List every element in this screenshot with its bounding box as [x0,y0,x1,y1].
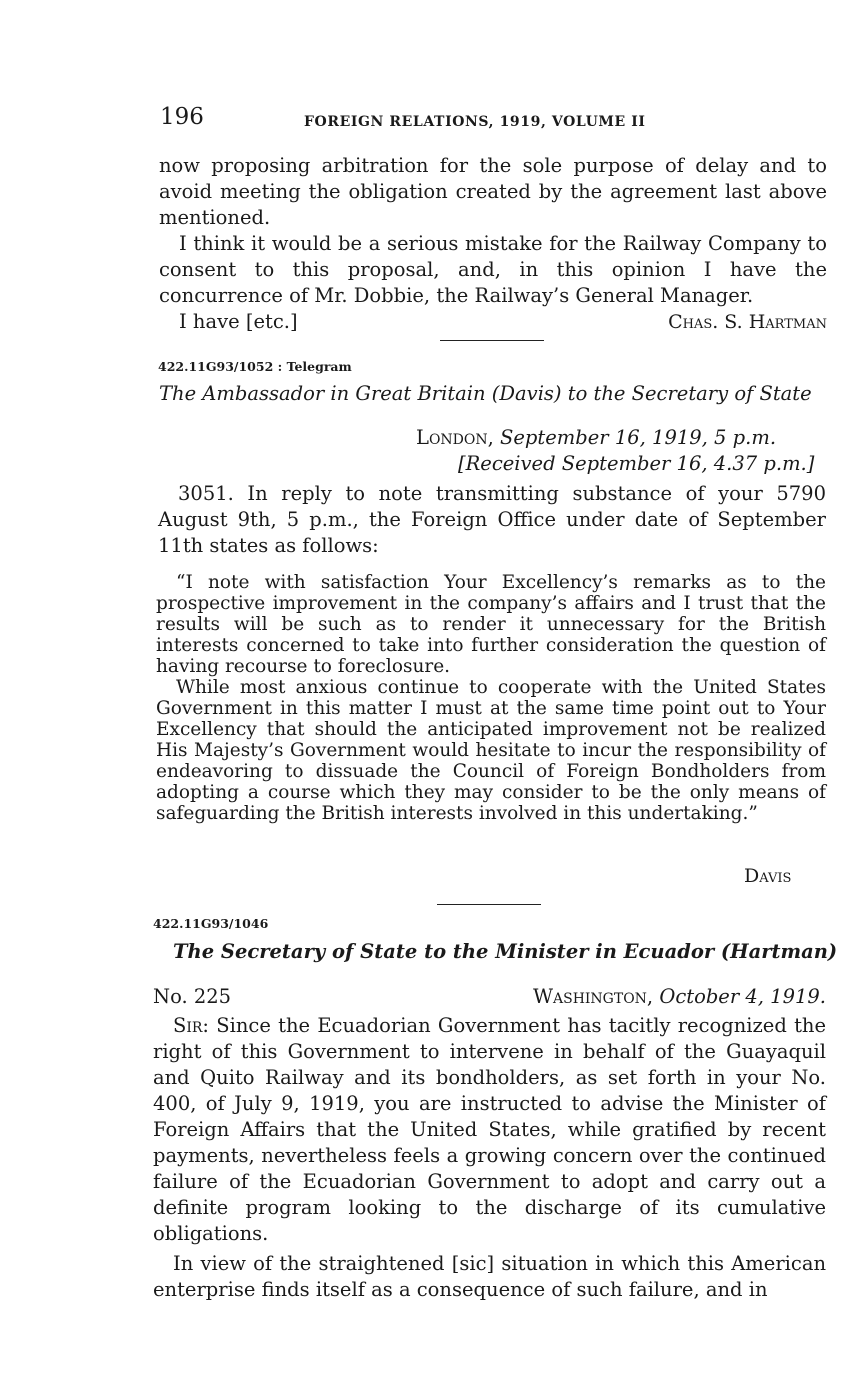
telegram-body [158,481,826,559]
closing-line [159,309,827,335]
document-title: The Secretary of State to the Minister in Ecuador (Hartman) [173,940,838,963]
dateline [416,424,776,452]
running-head: FOREIGN RELATIONS, 1919, VOLUME II [304,114,646,130]
paragraph: 3051. In reply to note transmitting substance of your 5790 August 9th, 5 p.m., the Foreign Office under date of September 11th states as follows: [158,482,826,557]
dateline-date: September 16, 1919, 5 p.m. [500,426,777,449]
number-dateline [153,985,826,1008]
quoted-text [156,572,826,824]
page-header [160,104,826,138]
received-line: [Received September 16, 4.37 p.m.] [458,452,815,475]
paragraph: I think it would be a serious mistake for the Railway Company to consent to this proposal, and, in this opinion I have the concurrence of Mr. Dobbie, the Railway’s General Manager. [159,232,827,307]
dateline-place: London, [416,426,494,449]
divider-rule [440,340,544,341]
paragraph: now proposing arbitration for the sole purpose of delay and to avoid meeting the obligation created by the agreement last above mentioned. [159,154,827,229]
file-reference: 422.11G93/1046 [153,916,269,931]
paragraph [153,1013,826,1247]
signature: Chas. S. Hartman [668,311,827,333]
file-reference: 422.11G93/1052 : Telegram [158,359,352,374]
document-title: The Ambassador in Great Britain (Davis) to the Secretary of State [159,382,812,405]
quote-paragraph: “I note with satisfaction Your Excellency’s remarks as to the prospective improvement in the company’s affairs and I trust that the results will be such as to render it unnecessary for the British interests concerned to take into further consideration the question of having recourse to foreclosure. [156,572,826,677]
dateline-date: October 4, 1919. [659,985,826,1008]
dateline-place: Washington, [532,985,654,1008]
section-continuation [159,153,827,335]
divider-rule [437,904,541,905]
dateline [533,985,826,1008]
instruction-number: No. 225 [153,985,232,1008]
paragraph: In view of the straightened [sic] situation in which this American enterprise finds itself as a consequence of such failure, and in [153,1252,826,1301]
closing: I have [etc.] [179,310,298,333]
signature: Davis [744,865,792,887]
quote-paragraph: While most anxious continue to cooperate with the United States Government in this matter I must at the same time point out to Your Excellency that should the anticipated improvement not be realized His Majesty’s Government would hesitate to incur the responsibility of endeavoring to dissuade the Council of Foreign Bondholders from adopting a course which they may consider to be the only means of safeguarding the British interests involved in this undertaking.” [156,677,826,824]
salutation: Sir: [173,1014,209,1037]
page-number: 196 [160,104,204,130]
paragraph-text: Since the Ecuadorian Government has tacitly recognized the right of this Government to intervene in behalf of the Guayaquil and Quito Railway and its bondholders, as set forth in your No. 400, of July 9, 1919, you are instructed to advise the Minister of Foreign Affairs that the United States, while gratified by recent payments, nevertheless feels a growing concern over the continued failure of the Ecuadorian Government to adopt and carry out a definite program looking to the discharge of its cumulative obligations. [153,1014,827,1245]
instruction-body [153,1013,826,1303]
